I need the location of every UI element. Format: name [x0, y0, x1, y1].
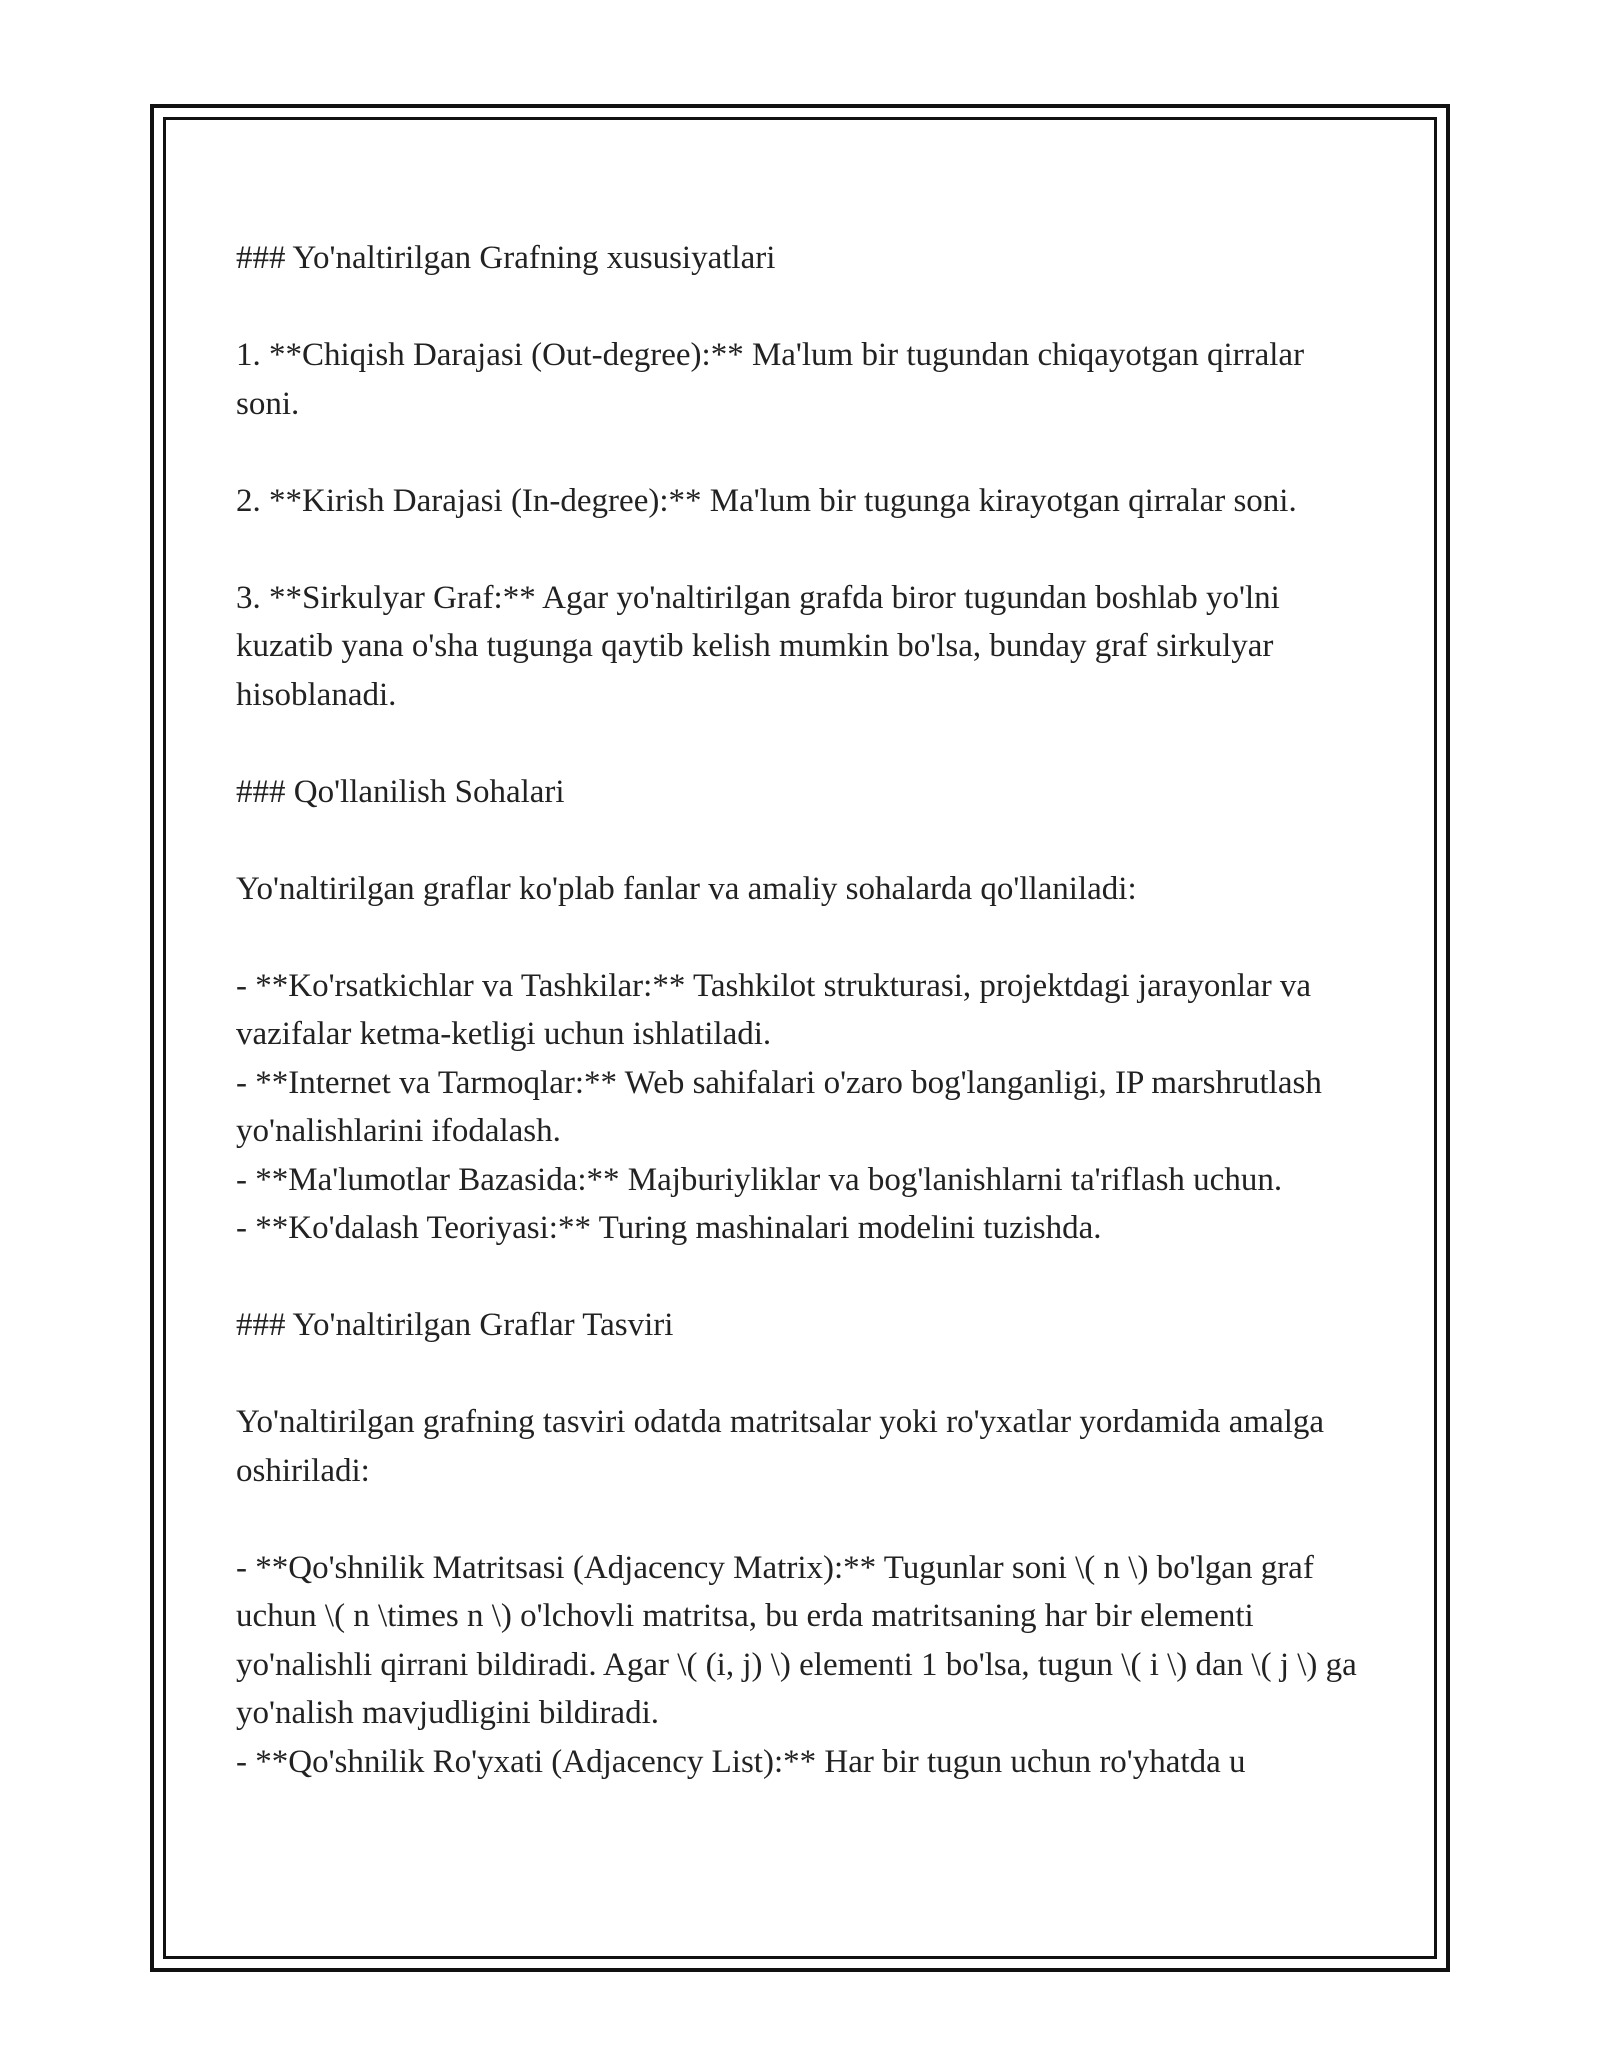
bullet-item-databases: - **Ma'lumotlar Bazasida:** Majburiyliklar va bog'lanishlarni ta'riflash uchun. — [236, 1161, 1283, 1198]
bullet-item-adjacency-list: - **Qo'shnilik Ro'yxati (Adjacency List):** Har bir tugun uchun ro'yhatda u — [236, 1743, 1246, 1780]
section-heading-representation: ### Yo'naltirilgan Graflar Tasviri — [236, 1307, 674, 1343]
spacer — [236, 1253, 1366, 1302]
document-body — [236, 234, 1366, 1786]
section-heading-properties: ### Yo'naltirilgan Grafning xususiyatlari — [236, 240, 776, 276]
bullet-item-pointers: - **Ko'rsatkichlar va Tashkilar:** Tashkilot strukturasi, projektdagi jarayonlar va vazifalar ketma-ketligi uchun ishlatiladi. — [236, 967, 1312, 1052]
bullet-item-adjacency-matrix: - **Qo'shnilik Matritsasi (Adjacency Matrix):** Tugunlar soni \( n \) bo'lgan graf uchun \( n \times n \) o'lchovli matritsa, bu erda matritsaning har bir elementi yo'nalishli qirrani bildiradi. Agar \( (i, j) \) elementi 1 bo'lsa, tugun \( i \) dan \( j \) ga yo'nalish mavjudligini bildiradi. — [236, 1549, 1357, 1731]
spacer — [236, 816, 1366, 865]
bullet-item-internet: - **Internet va Tarmoqlar:** Web sahifalari o'zaro bog'langanligi, IP marshrutlash yo'nalishlarini ifodalash. — [236, 1064, 1322, 1149]
paragraph-applications-intro: Yo'naltirilgan graflar ko'plab fanlar va amaliy sohalarda qo'llaniladi: — [236, 870, 1137, 907]
spacer — [236, 913, 1366, 962]
section-heading-applications: ### Qo'llanilish Sohalari — [236, 773, 565, 810]
list-item-out-degree: 1. **Chiqish Darajasi (Out-degree):** Ma'lum bir tugundan chiqayotgan qirralar soni. — [236, 337, 1305, 422]
spacer — [236, 525, 1366, 574]
spacer — [236, 1495, 1366, 1544]
spacer — [236, 719, 1366, 768]
spacer — [236, 428, 1366, 477]
list-item-in-degree: 2. **Kirish Darajasi (In-degree):** Ma'lum bir tugunga kirayotgan qirralar soni. — [236, 482, 1297, 519]
list-item-circular-graph: 3. **Sirkulyar Graf:** Agar yo'naltirilgan grafda biror tugundan boshlab yo'lni kuzatib yana o'sha tugunga qaytib kelish mumkin bo'lsa, bunday graf sirkulyar hisoblanadi. — [236, 579, 1280, 713]
bullet-item-coding-theory: - **Ko'dalash Teoriyasi:** Turing mashinalari modelini tuzishda. — [236, 1210, 1102, 1246]
paragraph-representation-intro: Yo'naltirilgan grafning tasviri odatda matritsalar yoki ro'yxatlar yordamida amalga oshiriladi: — [236, 1404, 1325, 1489]
spacer — [236, 283, 1366, 332]
spacer — [236, 1350, 1366, 1399]
